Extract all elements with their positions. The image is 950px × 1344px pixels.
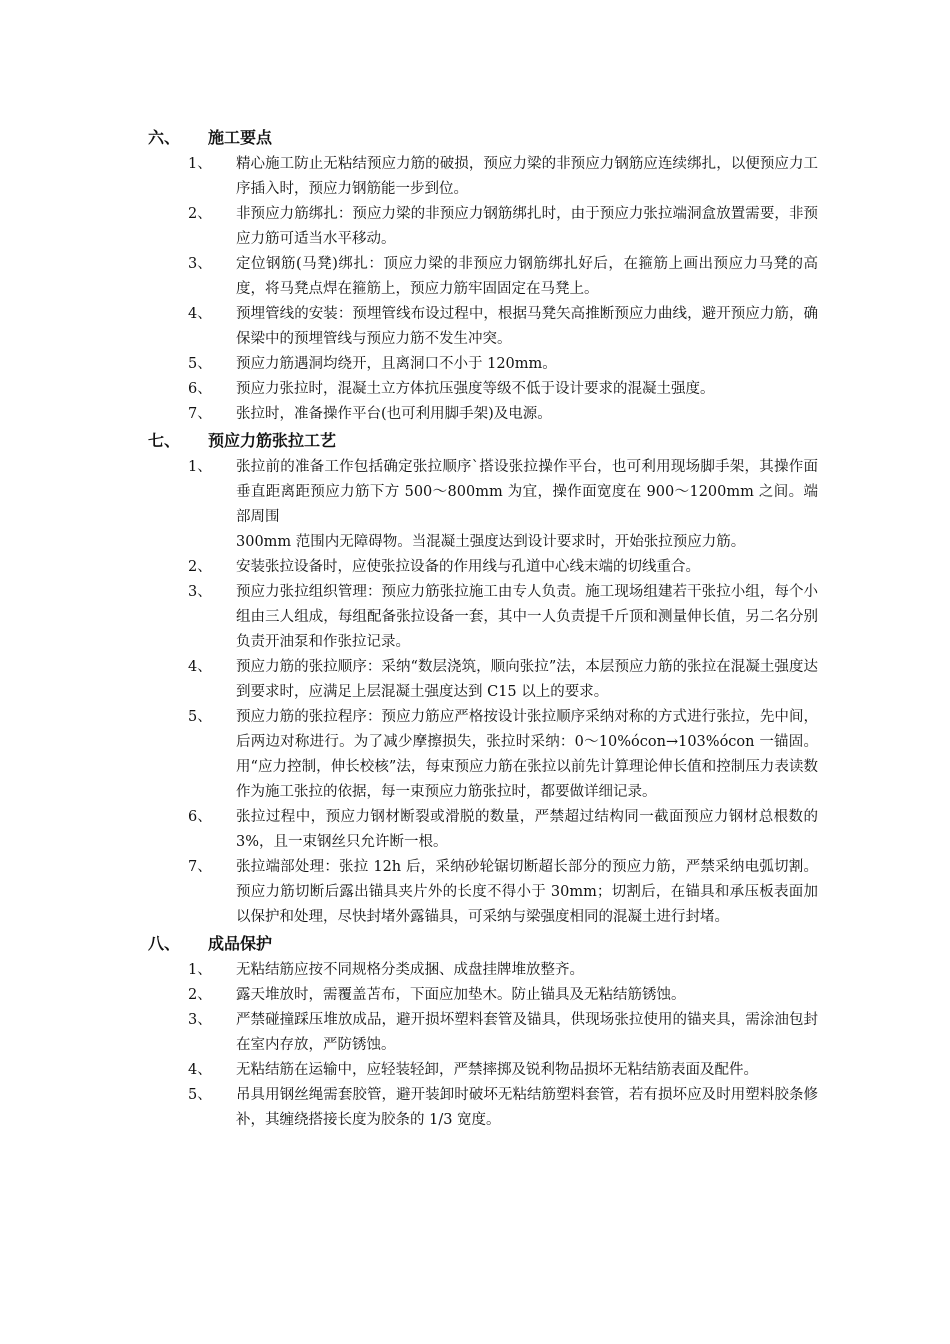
item-text: 预应力筋的张拉程序：预应力筋应严格按设计张拉顺序采纳对称的方式进行张拉，先中间，后两边对称进行。为了减少摩擦损失，张拉时采纳：0～10%ócon→103%ócon 一锚固。用“应力控制，伸长校核”法，每束预应力筋在张拉以前先计算理论伸长值和控制压力表读数作为施工张拉的依据，每一束预应力筋张拉时，都要做详细记录。 [236,709,818,800]
item-text: 预应力张拉时，混凝土立方体抗压强度等级不低于设计要求的混凝土强度。 [236,381,715,397]
list-item [148,983,818,1008]
item-text: 定位钢筋(马凳)绑扎：顶应力梁的非预应力钢筋绑扎好后，在箍筋上画出预应力马凳的高度，将马凳点焊在箍筋上，预应力筋牢固固定在马凳上。 [236,256,818,297]
item-number: 6、 [188,809,212,825]
item-number: 5、 [188,709,212,725]
item-number: 3、 [188,584,212,600]
list-item [148,455,818,555]
item-text: 张拉端部处理：张拉 12h 后，采纳砂轮锯切断超长部分的预应力筋，严禁采纳电弧切割。预应力筋切断后露出锚具夹片外的长度不得小于 30mm；切割后，在锚具和承压板表面加以保护和处理，尽快封堵外露锚具，可采纳与梁强度相同的混凝土进行封堵。 [236,859,818,925]
section-heading [148,930,818,958]
item-number: 7、 [188,859,212,875]
item-number: 1、 [188,156,212,172]
item-number: 3、 [188,256,212,272]
item-text: 张拉前的准备工作包括确定张拉顺序`搭设张拉操作平台，也可利用现场脚手架，其操作面垂直距离距预应力筋下方 500～800mm 为宜，操作面宽度在 900～1200mm 之间。端部周围 [236,459,818,525]
section-product-protection [148,930,818,1133]
item-text: 预埋管线的安装：预埋管线布设过程中，根据马凳矢高推断预应力曲线，避开预应力筋，确保梁中的预埋管线与预应力筋不发生冲突。 [236,306,818,347]
document-body [148,124,818,1133]
section-title: 成品保护 [208,934,273,953]
item-number: 2、 [188,559,212,575]
list-item [148,377,818,402]
list-item [148,655,818,705]
item-text: 无粘结筋在运输中，应轻装轻卸，严禁摔掷及锐利物品损坏无粘结筋表面及配件。 [236,1062,758,1078]
section-number: 六、 [148,128,181,147]
section-heading [148,124,818,152]
list-item [148,705,818,805]
item-text: 露天堆放时，需覆盖苫布，下面应加垫木。防止锚具及无粘结筋锈蚀。 [236,987,686,1003]
section-tensioning-process [148,427,818,930]
item-text: 张拉时，准备操作平台(也可利用脚手架)及电源。 [236,406,552,422]
section-heading [148,427,818,455]
item-text: 严禁碰撞踩压堆放成品，避开损坏塑料套管及锚具，供现场张拉使用的锚夹具，需涂油包封在室内存放，严防锈蚀。 [236,1012,818,1053]
item-text: 非预应力筋绑扎：预应力梁的非预应力钢筋绑扎时，由于预应力张拉端洞盒放置需要，非预应力筋可适当水平移动。 [236,206,818,247]
item-text: 预应力筋遇洞均绕开，且离洞口不小于 120mm。 [236,356,557,372]
list-item [148,252,818,302]
item-number: 5、 [188,1087,212,1103]
item-number: 3、 [188,1012,212,1028]
item-number: 1、 [188,962,212,978]
item-text: 张拉过程中，预应力钢材断裂或滑脱的数量，严禁超过结构同一截面预应力钢材总根数的 3%，且一束钢丝只允许断一根。 [236,809,818,850]
section-construction-points [148,124,818,427]
section-title: 施工要点 [208,128,273,147]
list-item [148,202,818,252]
item-number: 2、 [188,206,212,222]
section-number: 八、 [148,934,181,953]
item-text: 预应力张拉组织管理：预应力筋张拉施工由专人负责。施工现场组建若干张拉小组，每个小组由三人组成，每组配备张拉设备一套，其中一人负责提千斤顶和测量伸长值，另二名分别负责开油泵和作张拉记录。 [236,584,818,650]
item-number: 4、 [188,306,212,322]
item-number: 4、 [188,659,212,675]
section-number: 七、 [148,431,181,450]
item-number: 5、 [188,356,212,372]
item-text: 吊具用钢丝绳需套胶管，避开装卸时破坏无粘结筋塑料套管，若有损坏应及时用塑料胶条修补，其缠绕搭接长度为胶条的 1/3 宽度。 [236,1087,818,1128]
list-item [148,1083,818,1133]
list-item [148,958,818,983]
item-number: 1、 [188,459,212,475]
item-text: 无粘结筋应按不同规格分类成捆、成盘挂牌堆放整齐。 [236,962,584,978]
item-text: 安装张拉设备时，应使张拉设备的作用线与孔道中心线末端的切线重合。 [236,559,700,575]
list-item [148,805,818,855]
list-item [148,152,818,202]
list-item [148,555,818,580]
item-text-continuation: 300mm 范围内无障碍物。当混凝土强度达到设计要求时，开始张拉预应力筋。 [236,534,746,550]
list-item [148,1058,818,1083]
item-text: 精心施工防止无粘结预应力筋的破损，预应力梁的非预应力钢筋应连续绑扎，以便预应力工序插入时，预应力钢筋能一步到位。 [236,156,818,197]
item-number: 6、 [188,381,212,397]
item-number: 2、 [188,987,212,1003]
list-item [148,855,818,930]
item-text: 预应力筋的张拉顺序：采纳“数层浇筑，顺向张拉”法，本层预应力筋的张拉在混凝土强度达到要求时，应满足上层混凝土强度达到 C15 以上的要求。 [236,659,818,700]
section-title: 预应力筋张拉工艺 [208,431,337,450]
list-item [148,302,818,352]
list-item [148,580,818,655]
list-item [148,402,818,427]
list-item [148,1008,818,1058]
item-number: 7、 [188,406,212,422]
list-item [148,352,818,377]
item-number: 4、 [188,1062,212,1078]
